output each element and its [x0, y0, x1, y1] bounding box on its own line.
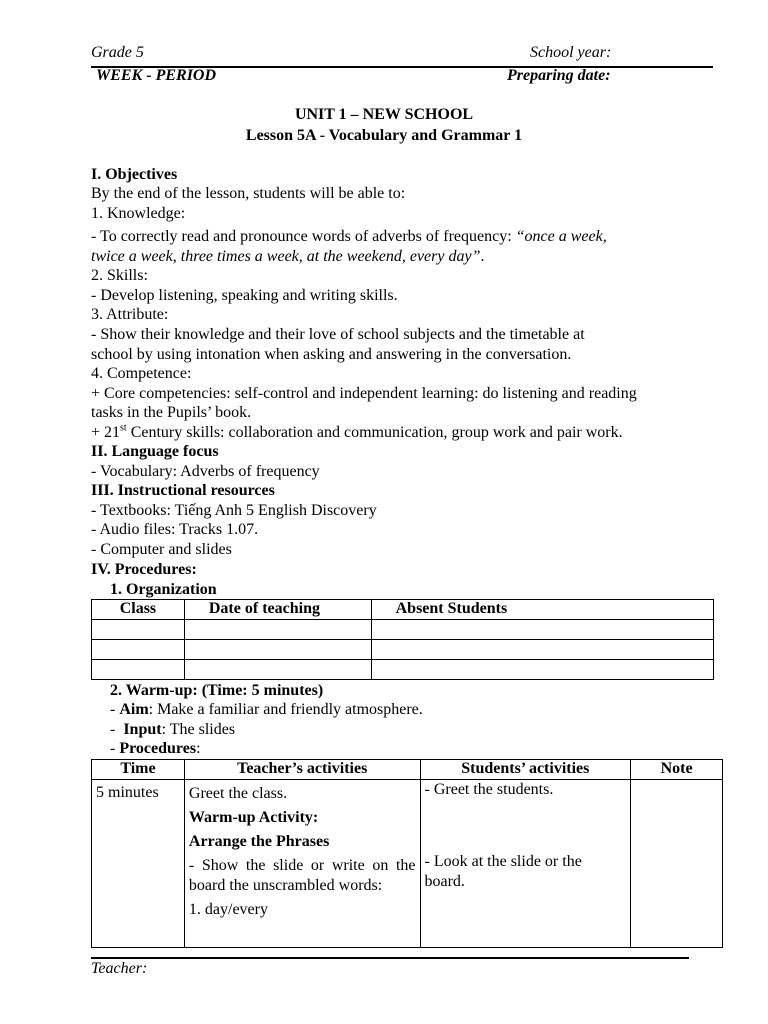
teacher-cell — [184, 780, 420, 948]
week-period-label: WEEK - PERIOD — [96, 67, 217, 84]
competence-21-text: Century skills: collaboration and communication, group work and pair work. — [126, 424, 623, 441]
knowledge-quote-2: twice a week, three times a week, at the weekend, every day” — [91, 248, 481, 265]
footer-rule — [91, 957, 689, 959]
teacher-item-1: 1. day/every — [188, 901, 268, 918]
input-line: - Input: The slides — [110, 721, 236, 738]
knowledge-quote-1: “once a week, — [515, 228, 607, 245]
organization-table — [91, 599, 714, 680]
school-year-label: School year: — [530, 44, 612, 61]
table-row — [92, 660, 714, 680]
knowledge-label: 1. Knowledge: — [91, 205, 186, 222]
table-row — [92, 620, 714, 640]
col-date: Date of teaching — [184, 600, 371, 620]
teacher-label: Teacher: — [91, 960, 148, 977]
attribute-text-2: school by using intonation when asking and answering in the conversation. — [91, 346, 572, 363]
competence-label: 4. Competence: — [91, 365, 192, 382]
vocabulary-line: - Vocabulary: Adverbs of frequency — [91, 463, 320, 480]
lesson-title: Lesson 5A - Vocabulary and Grammar 1 — [245, 127, 523, 144]
col-teacher: Teacher’s activities — [184, 760, 420, 780]
organization-heading: 1. Organization — [110, 581, 217, 598]
objectives-heading: I. Objectives — [91, 166, 178, 183]
activities-header-row — [92, 760, 723, 780]
teacher-activity: Warm-up Activity: — [188, 809, 319, 826]
competence-21-sup: st — [120, 422, 127, 434]
table-cell — [371, 620, 713, 640]
table-cell — [184, 640, 371, 660]
teacher-show: - Show the slide or write on the board the unscrambled words: — [188, 857, 416, 894]
knowledge-end: . — [480, 248, 485, 265]
competence-core-2: tasks in the Pupils’ book. — [91, 404, 252, 421]
table-cell — [184, 660, 371, 680]
note-cell — [631, 780, 723, 948]
input-text: : The slides — [161, 721, 236, 738]
students-greet: - Greet the students. — [424, 781, 554, 798]
aim-line: - Aim: Make a familiar and friendly atmosphere. — [110, 701, 423, 718]
procedures-line: - Procedures: — [110, 740, 201, 757]
knowledge-text-cont — [91, 247, 484, 267]
col-class: Class — [92, 600, 185, 620]
procedures-colon: : — [196, 740, 201, 757]
resources-heading: III. Instructional resources — [91, 482, 275, 499]
language-focus-heading: II. Language focus — [91, 443, 219, 460]
table-cell — [92, 620, 185, 640]
time-cell: 5 minutes — [92, 780, 185, 948]
competence-21st — [91, 423, 623, 443]
teacher-activity-name: Arrange the Phrases — [188, 833, 330, 850]
knowledge-text — [91, 227, 607, 247]
resource-item: - Audio files: Tracks 1.07. — [91, 521, 259, 538]
activities-table — [91, 759, 723, 948]
grade-label: Grade 5 — [91, 44, 144, 61]
warmup-heading: 2. Warm-up: (Time: 5 minutes) — [110, 682, 324, 699]
students-cell — [420, 780, 631, 948]
col-students: Students’ activities — [420, 760, 631, 780]
skills-label: 2. Skills: — [91, 267, 148, 284]
preparing-date-label: Preparing date: — [507, 67, 611, 84]
teacher-greet: Greet the class. — [188, 785, 288, 802]
col-time: Time — [92, 760, 185, 780]
aim-label: Aim — [119, 701, 149, 718]
attribute-text-1: - Show their knowledge and their love of school subjects and the timetable at — [91, 326, 585, 343]
knowledge-text-main: - To correctly read and pronounce words of adverbs of frequency: — [91, 228, 516, 245]
skills-text: - Develop listening, speaking and writing skills. — [91, 287, 398, 304]
table-row — [92, 780, 723, 948]
input-label: Input — [123, 721, 162, 738]
students-look: - Look at the slide or the board. — [424, 853, 582, 890]
col-absent: Absent Students — [371, 600, 713, 620]
objectives-intro: By the end of the lesson, students will be able to: — [91, 185, 406, 202]
resource-item: - Computer and slides — [91, 541, 232, 558]
table-cell — [92, 660, 185, 680]
table-cell — [371, 640, 713, 660]
col-note: Note — [631, 760, 723, 780]
procedures-heading: IV. Procedures: — [91, 561, 197, 578]
table-row — [92, 640, 714, 660]
aim-text: : Make a familiar and friendly atmosphere. — [148, 701, 423, 718]
table-cell — [92, 640, 185, 660]
procedures-label: Procedures — [119, 740, 197, 757]
table-cell — [371, 660, 713, 680]
unit-title: UNIT 1 – NEW SCHOOL — [294, 106, 474, 123]
resource-item: - Textbooks: Tiếng Anh 5 English Discovery — [91, 502, 377, 519]
attribute-label: 3. Attribute: — [91, 306, 169, 323]
organization-header-row — [92, 600, 714, 620]
table-cell — [184, 620, 371, 640]
competence-21-prefix: + 21 — [91, 424, 121, 441]
competence-core-1: + Core competencies: self-control and independent learning: do listening and reading — [91, 385, 637, 402]
